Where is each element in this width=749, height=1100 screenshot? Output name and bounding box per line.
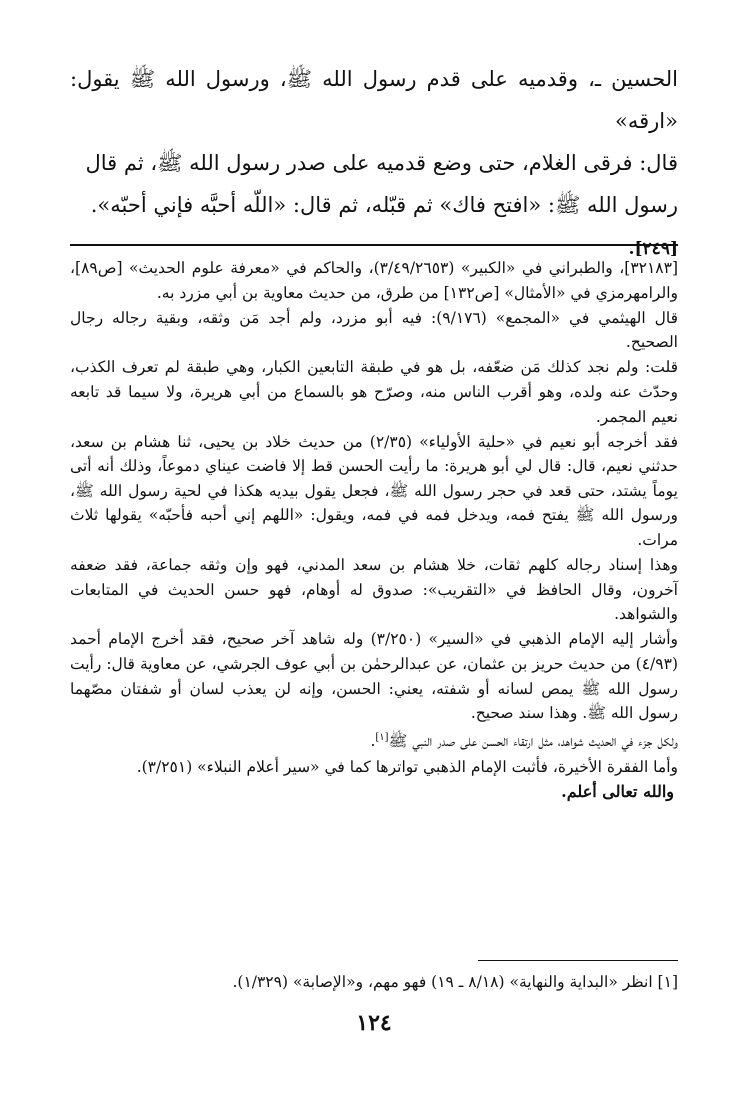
note-paragraph-4: فقد أخرجه أبو نعيم في «حلية الأولياء» (٢/٣٥) من حديث خلاد بن يحيى، ثنا هشام بن سعد، حدثني نعيم، قال: قال لي أبو هريرة: ما رأيت الحسن قط إلا فاضت عيناي دموعاً، وذلك أنه أتى يوماً يشتد، حتى قعد في حجر رسول الله ﷺ، فجعل يقول بيديه هكذا في لحية رسول الله ﷺ، ورسول الله ﷺ يفتح فمه، ويدخل فمه في فمه، ويقول: «اللهم إني أحبه فأحبّه» يقولها ثلاث مرات. bbox=[70, 432, 678, 550]
footnote-divider bbox=[478, 960, 678, 961]
note-paragraph-7: ولكل جزء في الحديث شواهد، مثل ارتقاء الحسن على صدر النبي ﷺ[١]. bbox=[370, 732, 678, 751]
main-line-2: قال: فرقى الغلام، حتى وضع قدميه على صدر رسول الله ﷺ، ثم قال bbox=[85, 151, 678, 175]
note-paragraph-7-text: ولكل جزء في الحديث شواهد، مثل ارتقاء الحسن على صدر النبي ﷺ bbox=[388, 732, 678, 751]
section-divider bbox=[70, 244, 678, 246]
footnote: [١] انظر «البداية والنهاية» (٨/١٨ ـ ١٩) فهو مهم، و«الإصابة» (١/٣٢٩). bbox=[232, 973, 678, 991]
note-paragraph-1: [٣٢١٨٣]، والطبراني في «الكبير» (٣/٤٩/٢٦٥٣)، والحاكم في «معرفة علوم الحديث» [ص٨٩]، والرامهرمزي في «الأمثال» [ص١٣٢] من طرق، من حديث معاوية بن أبي مزرد به. bbox=[70, 259, 679, 302]
reference-number: [٢٤٩]. bbox=[628, 239, 678, 259]
note-paragraph-6: وأشار إليه الإمام الذهبي في «السير» (٣/٢٥٠) وله شاهد آخر صحيح، فقد أخرج الإمام أحمد (٤/٩٣) من حديث حريز بن عثمان، عن عبدالرحمٰن بن أبي عوف الجرشي، عن معاوية قال: رأيت رسول الله ﷺ يمص لسانه أو شفته، يعني: الحسن، وإنه لن يعذب لسان أو شفتان مصّهما رسول الله ﷺ. وهذا سند صحيح. bbox=[70, 630, 678, 723]
note-paragraph-3: قلت: ولم نجد كذلك مَن ضعّفه، بل هو في طبقة التابعين الكبار، وهي طبقة لم تعرف الكذب، وحدّث عنه ولده، وهو أقرب الناس منه، وصرّح هو بالسماع من أبي هريرة، ولا سيما قد تابعه نعيم المجمر. bbox=[70, 358, 678, 426]
note-paragraph-5: وهذا إسناد رجاله كلهم ثقات، خلا هشام بن سعد المدني، فهو وإن وثقه جماعة، فقد ضعفه آخرون، وقال الحافظ في «التقريب»: صدوق له أوهام، فهو حسن الحديث في المتابعات والشواهد. bbox=[70, 556, 678, 624]
closing-phrase: والله تعالى أعلم. bbox=[561, 781, 674, 801]
main-line-3: رسول الله ﷺ: «افتح فاك» ثم قبّله، ثم قال: «اللّه أحبَّه فإني أحبّه». bbox=[90, 193, 678, 217]
page-number: ١٢٤ bbox=[356, 1010, 392, 1036]
notes-section bbox=[70, 256, 678, 805]
note-paragraph-2: قال الهيثمي في «المجمع» (٩/١٧٦): فيه أبو مزرد، ولم أجد مَن وثقه، وبقية رجاله رجال الصحيح. bbox=[70, 308, 678, 352]
main-text bbox=[70, 58, 678, 270]
footnote-marker[interactable]: [١] bbox=[375, 732, 389, 744]
note-paragraph-8: وأما الفقرة الأخيرة، فأثبت الإمام الذهبي تواترها كما في «سير أعلام النبلاء» (٣/٢٥١). bbox=[136, 757, 678, 776]
main-line-1: الحسين ـ، وقدميه على قدم رسول الله ﷺ، ورسول الله ﷺ يقول: «ارقه» bbox=[70, 67, 678, 133]
book-page bbox=[70, 58, 678, 1088]
